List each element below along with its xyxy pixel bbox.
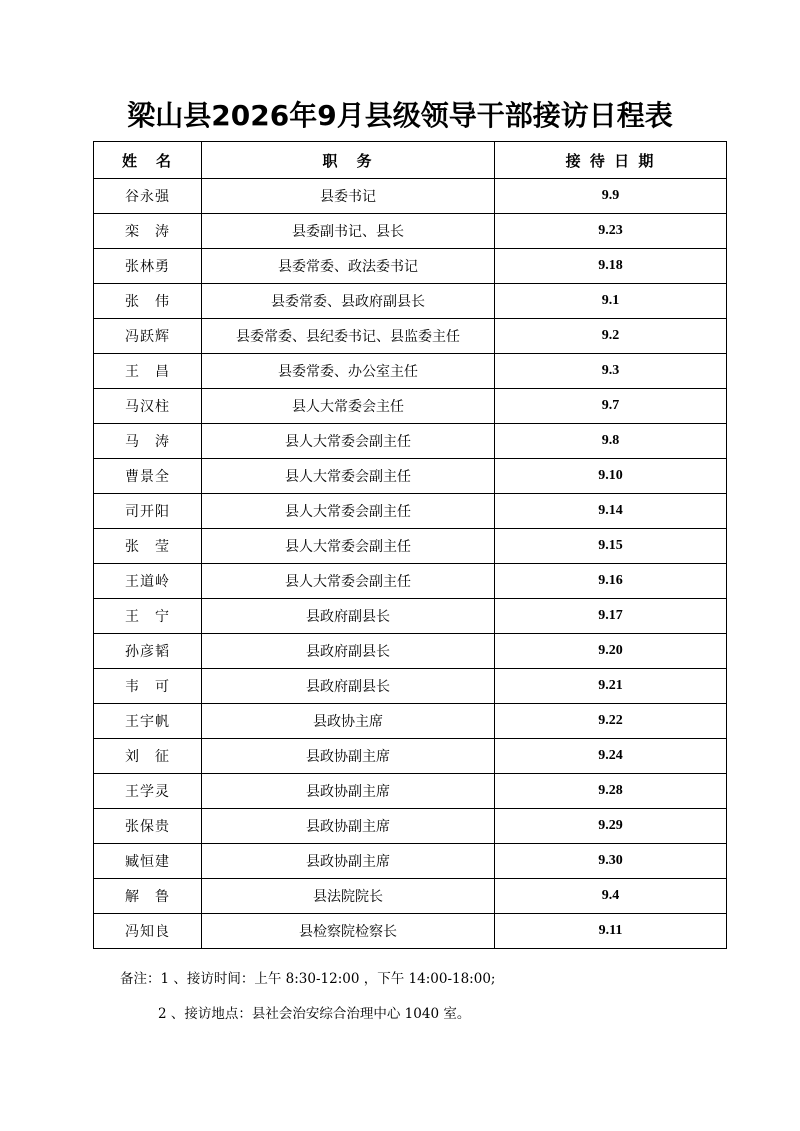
table-row [94,319,727,354]
table-row [94,529,727,564]
leader-name: 臧恒建 [94,844,202,879]
leader-name: 张林勇 [94,249,202,284]
leader-name: 张 伟 [94,284,202,319]
leader-name: 刘 征 [94,739,202,774]
reception-date: 9.10 [495,459,727,494]
table-row [94,284,727,319]
table-row [94,739,727,774]
leader-name: 冯跃辉 [94,319,202,354]
table-row [94,389,727,424]
leader-position: 县委常委、政法委书记 [202,249,495,284]
leader-position: 县委常委、办公室主任 [202,354,495,389]
header-date: 接 待 日 期 [495,142,727,179]
reception-date: 9.23 [495,214,727,249]
leader-name: 谷永强 [94,179,202,214]
leader-position: 县政协主席 [202,704,495,739]
table-row [94,844,727,879]
table-row [94,424,727,459]
leader-name: 栾 涛 [94,214,202,249]
reception-date: 9.7 [495,389,727,424]
leader-position: 县委书记 [202,179,495,214]
leader-position: 县政协副主席 [202,809,495,844]
leader-name: 冯知良 [94,914,202,949]
reception-date: 9.15 [495,529,727,564]
table-row [94,879,727,914]
leader-name: 马 涛 [94,424,202,459]
reception-date: 9.29 [495,809,727,844]
leader-name: 孙彦韬 [94,634,202,669]
table-row [94,179,727,214]
leader-position: 县政府副县长 [202,669,495,704]
leader-name: 王学灵 [94,774,202,809]
header-name: 姓 名 [94,142,202,179]
reception-date: 9.16 [495,564,727,599]
table-row [94,354,727,389]
table-row [94,459,727,494]
table-row [94,214,727,249]
leader-position: 县人大常委会副主任 [202,459,495,494]
reception-date: 9.2 [495,319,727,354]
table-row [94,634,727,669]
leader-position: 县政协副主席 [202,774,495,809]
table-row [94,774,727,809]
leader-position: 县委副书记、县长 [202,214,495,249]
leader-name: 王 宁 [94,599,202,634]
leader-position: 县人大常委会副主任 [202,529,495,564]
leader-name: 张 莹 [94,529,202,564]
leader-position: 县人大常委会副主任 [202,564,495,599]
table-row [94,914,727,949]
reception-date: 9.18 [495,249,727,284]
leader-name: 王 昌 [94,354,202,389]
reception-date: 9.4 [495,879,727,914]
leader-position: 县人大常委会主任 [202,389,495,424]
reception-date: 9.17 [495,599,727,634]
leader-name: 司开阳 [94,494,202,529]
schedule-table [93,141,727,949]
reception-date: 9.14 [495,494,727,529]
reception-date: 9.30 [495,844,727,879]
reception-date: 9.28 [495,774,727,809]
table-row [94,809,727,844]
leader-position: 县政协副主席 [202,844,495,879]
leader-position: 县委常委、县纪委书记、县监委主任 [202,319,495,354]
leader-position: 县政府副县长 [202,634,495,669]
table-row [94,669,727,704]
leader-position: 县法院院长 [202,879,495,914]
leader-name: 王道岭 [94,564,202,599]
leader-position: 县政府副县长 [202,599,495,634]
reception-date: 9.20 [495,634,727,669]
reception-date: 9.21 [495,669,727,704]
reception-date: 9.3 [495,354,727,389]
reception-date: 9.8 [495,424,727,459]
note-line-2: 2 、接访地点：县社会治安综合治理中心 1040 室。 [158,1006,471,1022]
table-row [94,494,727,529]
leader-name: 解 鲁 [94,879,202,914]
reception-date: 9.22 [495,704,727,739]
table-row [94,564,727,599]
leader-position: 县检察院检察长 [202,914,495,949]
leader-position: 县人大常委会副主任 [202,494,495,529]
note-line-1: 备注：1 、接访时间：上午 8:30-12:00 ，下午 14:00-18:00; [120,971,496,987]
reception-date: 9.11 [495,914,727,949]
leader-position: 县政协副主席 [202,739,495,774]
table-body [94,179,727,949]
table-header-row [94,142,727,179]
reception-date: 9.24 [495,739,727,774]
page-title: 梁山县2026年9月县级领导干部接访日程表 [127,99,673,132]
leader-name: 王宇帆 [94,704,202,739]
header-position: 职 务 [202,142,495,179]
table-row [94,249,727,284]
leader-position: 县委常委、县政府副县长 [202,284,495,319]
table-row [94,599,727,634]
reception-date: 9.1 [495,284,727,319]
reception-date: 9.9 [495,179,727,214]
leader-name: 韦 可 [94,669,202,704]
leader-name: 张保贵 [94,809,202,844]
leader-name: 曹景全 [94,459,202,494]
leader-name: 马汉柱 [94,389,202,424]
leader-position: 县人大常委会副主任 [202,424,495,459]
table-row [94,704,727,739]
